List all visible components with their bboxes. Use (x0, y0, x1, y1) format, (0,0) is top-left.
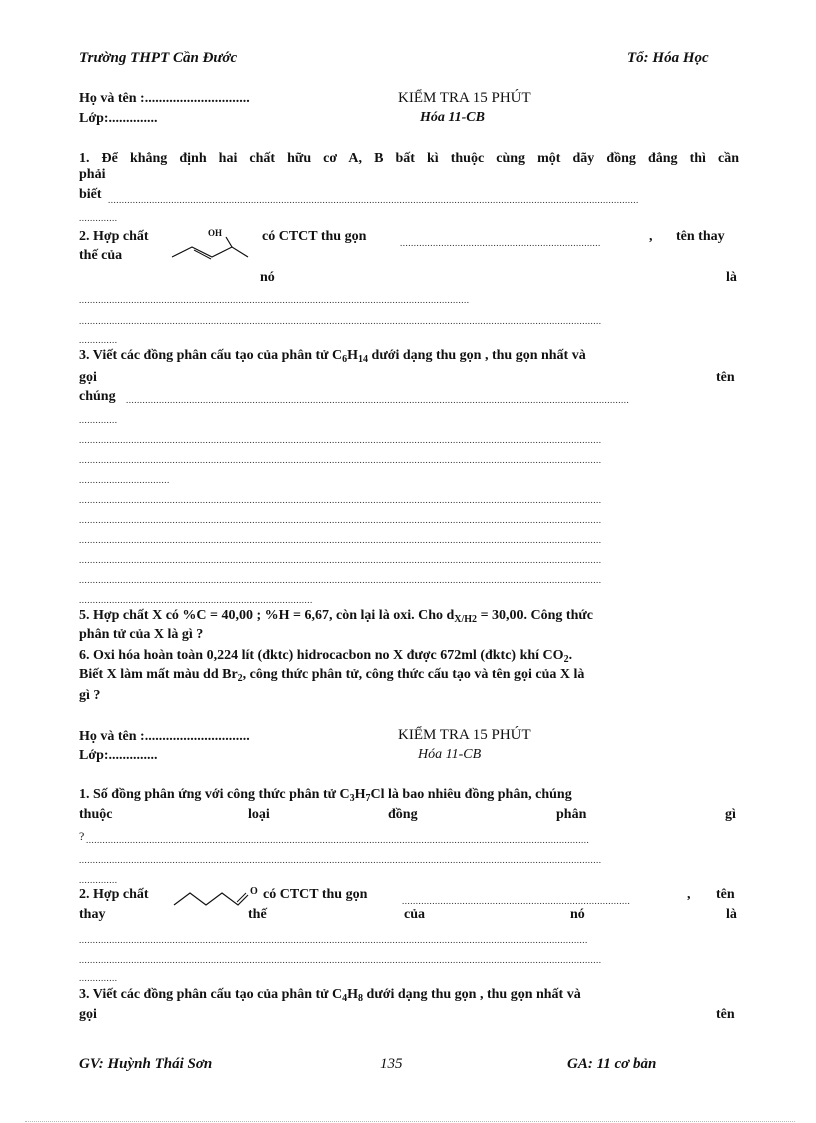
q1-word: đồng (388, 807, 418, 822)
answer-line[interactable]: .............................................................................................................................................................................................. (79, 555, 602, 565)
test-subtitle: Hóa 11-CB (420, 110, 485, 125)
q3-goi: gọi (79, 370, 97, 385)
q2-text: có CTCT thu gọn (263, 887, 368, 902)
q1-text-cont: phải (79, 167, 106, 182)
name-label: Họ và tên : (79, 729, 145, 744)
q2-word: thay (79, 907, 106, 922)
class-label: Lớp: (79, 111, 109, 126)
answer-line[interactable]: .............................................................................................................................................................................................. (79, 855, 602, 865)
answer-line[interactable]: .............. (79, 973, 118, 983)
q2-word: của (404, 907, 425, 922)
class-line (79, 748, 158, 764)
name-field[interactable]: .............................. (144, 729, 250, 744)
answer-line[interactable]: .............................................................................................................................................................................................. (79, 495, 602, 505)
teacher-name: GV: Huỳnh Thái Sơn (79, 1056, 213, 1072)
answer-line[interactable]: ................................................................................... (402, 896, 631, 906)
q1-text: 1. Để khẳng định hai chất hữu cơ A, B bất kì thuộc cùng một dãy đồng đẳng thì cần (79, 151, 739, 166)
name-line (79, 91, 250, 107)
q1-word: phân (556, 807, 587, 822)
q1-text-cont2: biết (79, 187, 102, 202)
q2-text-end: tên (716, 887, 735, 902)
oh-label: OH (208, 228, 223, 238)
answer-line[interactable]: ................................. (79, 475, 170, 485)
name-line (79, 729, 250, 745)
q3-ten: tên (716, 1007, 735, 1022)
q1-word: loại (248, 807, 270, 822)
answer-line[interactable]: .............................................................................................................................................................................................. (79, 435, 602, 445)
molecule-pentanal-icon (172, 885, 254, 909)
answer-line[interactable]: ....................................................................................................................................................................................... (126, 395, 630, 405)
q2-no: nó (260, 270, 275, 285)
q5-text: 5. Hợp chất X có %C = 40,00 ; %H = 6,67, còn lại là oxi. Cho $d_{X/H2} = 30,00$. Công thức (79, 608, 593, 625)
class-line (79, 111, 158, 127)
q2-label: 2. Hợp chất (79, 887, 149, 902)
q1-qmark: ? (79, 829, 85, 843)
q6-text: 6. Oxi hóa hoàn toàn 0,224 lít (đktc) hidrocacbon no X được 672ml (đktc) khí $CO_2$. (79, 648, 573, 665)
q2-text-end: tên thay (676, 229, 725, 244)
answer-line[interactable]: .............................................................................................................................................................................................. (79, 535, 602, 545)
q6-text-cont: Biết X làm mất màu dd $Br_2$, công thức phân tử, công thức cấu tạo và tên gọi của X là (79, 667, 585, 684)
answer-line[interactable]: .............. (79, 415, 118, 425)
answer-line[interactable]: .............................................................................................................................................. (79, 295, 470, 305)
q3-text: 3. Viết các đồng phân cấu tạo của phân tử $C_6H_{14}$ dưới dạng thu gọn , thu gọn nhất và (79, 348, 586, 365)
q2-comma: , (649, 229, 653, 244)
q2-text-cont: thế của (79, 248, 123, 263)
course-label: GA: 11 cơ bản (567, 1056, 657, 1072)
q2-label: 2. Hợp chất (79, 229, 149, 244)
class-field[interactable]: .............. (108, 111, 158, 126)
test-title: KIỂM TRA 15 PHÚT (398, 727, 531, 743)
q3-text: 3. Viết các đồng phân cấu tạo của phân tử $C_4H_8$ dưới dạng thu gọn , thu gọn nhất và (79, 987, 581, 1004)
answer-line[interactable]: ....................................................................................................................................................................................... (86, 835, 590, 845)
answer-line[interactable]: .............. (79, 213, 118, 223)
q5-text-cont: phân tử của X là gì ? (79, 627, 204, 642)
name-field[interactable]: .............................. (144, 91, 250, 106)
q2-word: nó (570, 907, 585, 922)
answer-line[interactable]: ..................................................................................... (79, 595, 313, 605)
answer-line[interactable]: .............................................................................................................................................................................................. (79, 316, 602, 326)
q3-chung: chúng (79, 389, 116, 404)
page-bottom-rule (25, 1121, 795, 1122)
answer-line[interactable]: .............................................................................................................................................................................................. (79, 455, 602, 465)
q2-word: thế (248, 907, 267, 922)
answer-line[interactable]: .............. (79, 335, 118, 345)
q1-word: thuộc (79, 807, 113, 822)
q2-la: là (726, 270, 737, 285)
answer-line[interactable]: ......................................................................... (400, 238, 601, 248)
name-label: Họ và tên : (79, 91, 145, 106)
q2-comma: , (687, 887, 691, 902)
answer-line[interactable]: ......................................................................................................................................................................................... (79, 935, 588, 945)
o-label: O (250, 886, 258, 897)
q6-text-cont2: gì ? (79, 688, 101, 703)
answer-line[interactable]: .............. (79, 875, 118, 885)
q1-text: 1. Số đồng phân ứng với công thức phân tử $C_3H_7Cl$ là bao nhiêu đồng phân, chúng (79, 787, 572, 804)
test-title: KIỂM TRA 15 PHÚT (398, 90, 531, 106)
class-label: Lớp: (79, 748, 109, 763)
answer-line[interactable]: .............................................................................................................................................................................................. (79, 515, 602, 525)
answer-line[interactable]: ................................................................................................................................................................................................. (108, 195, 639, 205)
q2-word: là (726, 907, 737, 922)
school-name: Trường THPT Cần Đước (79, 50, 238, 66)
page-number: 135 (380, 1056, 403, 1072)
class-field[interactable]: .............. (108, 748, 158, 763)
test-subtitle: Hóa 11-CB (418, 747, 482, 762)
q1-word: gì (725, 807, 736, 822)
department-name: Tổ: Hóa Học (627, 50, 709, 66)
q2-text: có CTCT thu gọn (262, 229, 367, 244)
answer-line[interactable]: .............................................................................................................................................................................................. (79, 575, 602, 585)
answer-line[interactable]: .............................................................................................................................................................................................. (79, 955, 602, 965)
q3-goi: gọi (79, 1007, 97, 1022)
q3-ten: tên (716, 370, 735, 385)
